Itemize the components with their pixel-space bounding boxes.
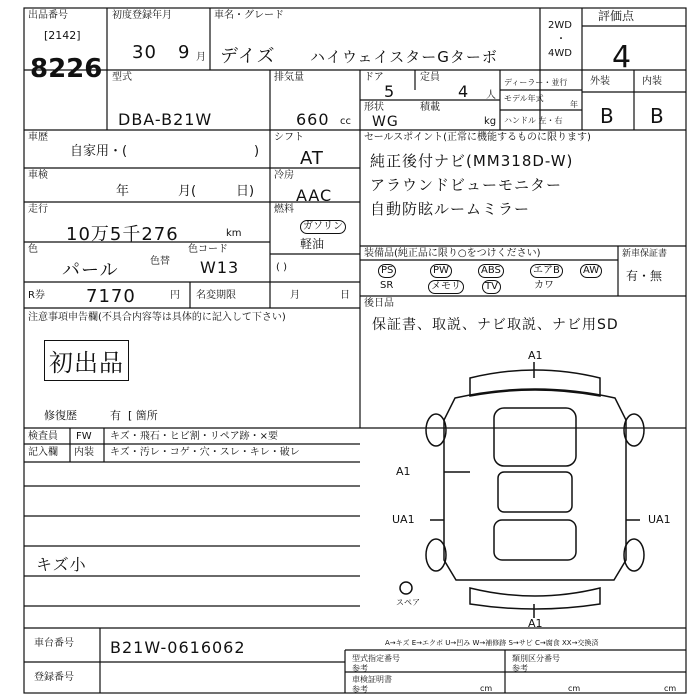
mark-right-rear: UA1 [648,513,671,526]
name-change-label: 名変期限 [196,290,236,301]
color-value: パール [62,260,119,281]
ac-value: AAC [296,186,333,205]
history-label: 車歴 [28,132,48,143]
lot-number: 8226 [30,54,103,84]
reg-label: 登録番号 [34,672,74,683]
displacement-value: 660 [296,110,330,129]
inspection-label: 車検 [28,170,48,181]
name-change-day: 日 [340,290,350,301]
notes-label: 注意事項申告欄(不具合内容等は具体的に記入して下さい) [28,312,286,323]
drive-4wd: 4WD [548,48,572,59]
warranty-value: 有・無 [626,269,663,283]
recycle-amount: 7170 [86,286,136,307]
doors-label: ドア [364,72,384,83]
type-num-label: 型式指定番号 [352,654,400,663]
capacity-label: 定員 [420,72,440,83]
mark-rear: A1 [528,617,543,630]
first-reg-month: 9 [178,42,191,63]
equip-memory-circled: メモリ [428,280,464,294]
docs-label: 後日品 [364,298,394,309]
inspector-fw: FW [76,431,92,442]
color-code-label: 色コード [188,244,228,255]
dims-ref: 参考 [352,685,368,694]
kg-unit: kg [484,116,497,127]
repair-has: 有 [110,409,121,422]
equip-ps [378,264,396,278]
fuel-paren: ( ) [276,262,287,273]
model-year-label: モデル年式 [504,94,544,103]
type-num-ref: 参考 [352,664,368,673]
sales-line-3: 自動防眩ルームミラー [370,200,531,218]
mark-left-front: A1 [396,465,411,478]
car-grade: ハイウェイスターGターボ [310,48,498,66]
drive-dot: ・ [556,34,566,45]
year-unit: 年 [570,100,578,109]
score-value: 4 [612,40,632,75]
equip-leather: カワ [534,280,554,291]
mark-front: A1 [528,349,543,362]
fuel-gas-circled: ガソリン [300,220,346,234]
sales-line-1: 純正後付ナビ(MM318D-W) [370,152,574,170]
shape-value: WG [372,114,399,130]
history-close: ) [254,144,260,159]
fuel-gas [300,220,346,234]
model-label: 型式 [112,72,132,83]
load-label: 積載 [420,102,440,113]
repair-label: 修復歴 [44,409,77,422]
yen-unit: 円 [170,290,180,301]
ext-label: 外装 [590,76,610,87]
ac-label: 冷房 [274,170,294,181]
repair-place: [ 箇所 [128,409,158,422]
damage-legend: A→キズ E→エクボ U→凹み W→補修跡 S→サビ C→腐食 XX→交換済 [385,639,599,647]
dims-cm-3: cm [664,684,677,693]
inspection-month: 月( [178,184,197,199]
sales-line-2: アラウンドビューモニター [370,176,563,194]
history-value: 自家用・( [70,144,128,159]
shape-label: 形状 [364,102,384,113]
fuel-diesel: 軽油 [300,237,325,251]
equip-tv-circled: TV [482,280,501,294]
equip-airbag-circled: エアB [530,264,563,278]
sales-label: セールスポイント(正常に機能するものに限ります) [364,132,591,143]
fuel-label: 燃料 [274,204,294,215]
first-reg-label: 初度登録年月 [112,10,172,21]
equip-pw-circled: PW [430,264,452,278]
inspector-int-items: キズ・汚レ・コゲ・穴・スレ・キレ・破レ [110,447,300,458]
equip-memory [428,280,464,294]
equip-abs [478,264,504,278]
chassis-value: B21W-0616062 [110,638,246,657]
equip-ps-circled: PS [378,264,396,278]
dims-cm-1: cm [480,684,493,693]
mileage-value: 10万5千276 [66,224,179,245]
inspection-day: 日) [236,184,255,199]
dealer-label: ディーラー・並行 [504,78,568,87]
equip-airbag [530,264,563,278]
cc-unit: cc [340,116,351,127]
inspector-label-1: 検査員 [28,431,58,442]
handle-label: ハンドル 左・右 [504,116,563,125]
ext-grade: B [600,104,615,128]
shift-value: AT [300,148,324,169]
lot-sub: [2142] [44,29,81,42]
chassis-label: 車台番号 [34,638,74,649]
name-label: 車名・グレード [214,10,284,21]
equip-tv [482,280,501,294]
equip-aw [580,264,602,278]
km-unit: km [226,228,242,239]
inspector-interior: 内装 [74,447,94,458]
equip-label: 装備品(純正品に限り○をつけください) [364,248,541,259]
equip-abs-circled: ABS [478,264,504,278]
spare-label: スペア [396,598,420,607]
first-listing-stamp: 初出品 [44,340,129,381]
equip-aw-circled: AW [580,264,602,278]
score-label: 評価点 [598,9,635,23]
inspector-handwritten: キズ小 [36,555,87,574]
class-num-ref: 参考 [512,664,528,673]
mark-left-rear: UA1 [392,513,415,526]
recycle-label: R券 [28,290,45,301]
month-unit: 月 [196,52,206,63]
color-code-value: W13 [200,258,240,277]
int-label: 内装 [642,76,662,87]
class-num-label: 類別区分番号 [512,654,560,663]
equip-pw [430,264,452,278]
doors-value: 5 [384,82,396,101]
mileage-label: 走行 [28,204,48,215]
shift-label: シフト [274,132,304,143]
docs-value: 保証書、取説、ナビ取説、ナビ用SD [372,317,619,333]
dims-cm-2: cm [568,684,581,693]
color-label: 色 [28,244,38,255]
inspection-year: 年 [116,184,130,199]
dims-label: 車検証明書 [352,675,392,684]
repaint-label: 色替 [150,256,170,267]
int-grade: B [650,104,665,128]
displacement-label: 排気量 [274,72,304,83]
drive-2wd: 2WD [548,20,572,31]
inspector-label-2: 記入欄 [28,447,58,458]
name-change-month: 月 [290,290,300,301]
model-value: DBA-B21W [118,110,213,129]
lot-label: 出品番号 [28,10,68,21]
person-unit: 人 [486,90,496,101]
equip-sr: SR [380,280,394,291]
capacity-value: 4 [458,82,470,101]
car-name: デイズ [220,46,276,67]
car-diagram [400,362,644,618]
first-reg-year: 30 [132,42,157,63]
warranty-label: 新車保証書 [622,249,668,259]
inspector-fw-items: キズ・飛石・ヒビ割・リペア跡・×要 [110,431,278,442]
